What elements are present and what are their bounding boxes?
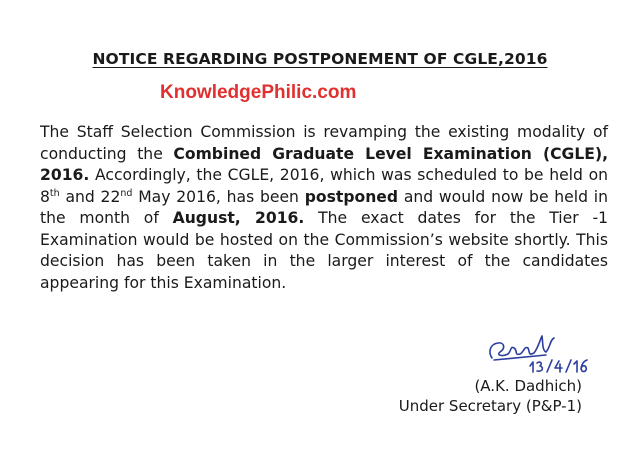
new-month: August, 2016.	[172, 209, 305, 227]
exam-name: Combined Graduate Level Examination (CGLE), 2016.	[40, 144, 608, 184]
signatory-name: (A.K. Dadhich)	[474, 377, 582, 395]
postponed-word: postponed	[304, 187, 399, 206]
body-text-3: and 22	[59, 187, 121, 206]
notice-title: NOTICE REGARDING POSTPONEMENT OF CGLE,2016	[92, 50, 548, 68]
ordinal-th: th	[49, 187, 60, 199]
ordinal-nd: nd	[120, 187, 133, 199]
handwritten-signature	[484, 326, 594, 374]
signatory-designation: Under Secretary (P&P-1)	[398, 397, 582, 415]
notice-body	[40, 122, 608, 294]
body-text-6: The exact dates for the Tier -1 Examination would be hosted on the Commission’s website shortly. This decision has been taken in the larger interest of the candidates appearing for this Examination.	[40, 209, 608, 292]
watermark-text: KnowledgePhilic.com	[160, 82, 357, 103]
body-text-1: The Staff Selection Commission is revamping the existing modality of conducting the	[40, 123, 608, 163]
body-text-2: Accordingly, the CGLE, 2016, which was scheduled to be held on 8	[40, 166, 608, 206]
body-text-5: and would now be held in the month of	[40, 187, 608, 227]
body-text-4: May 2016, has been	[132, 187, 305, 206]
